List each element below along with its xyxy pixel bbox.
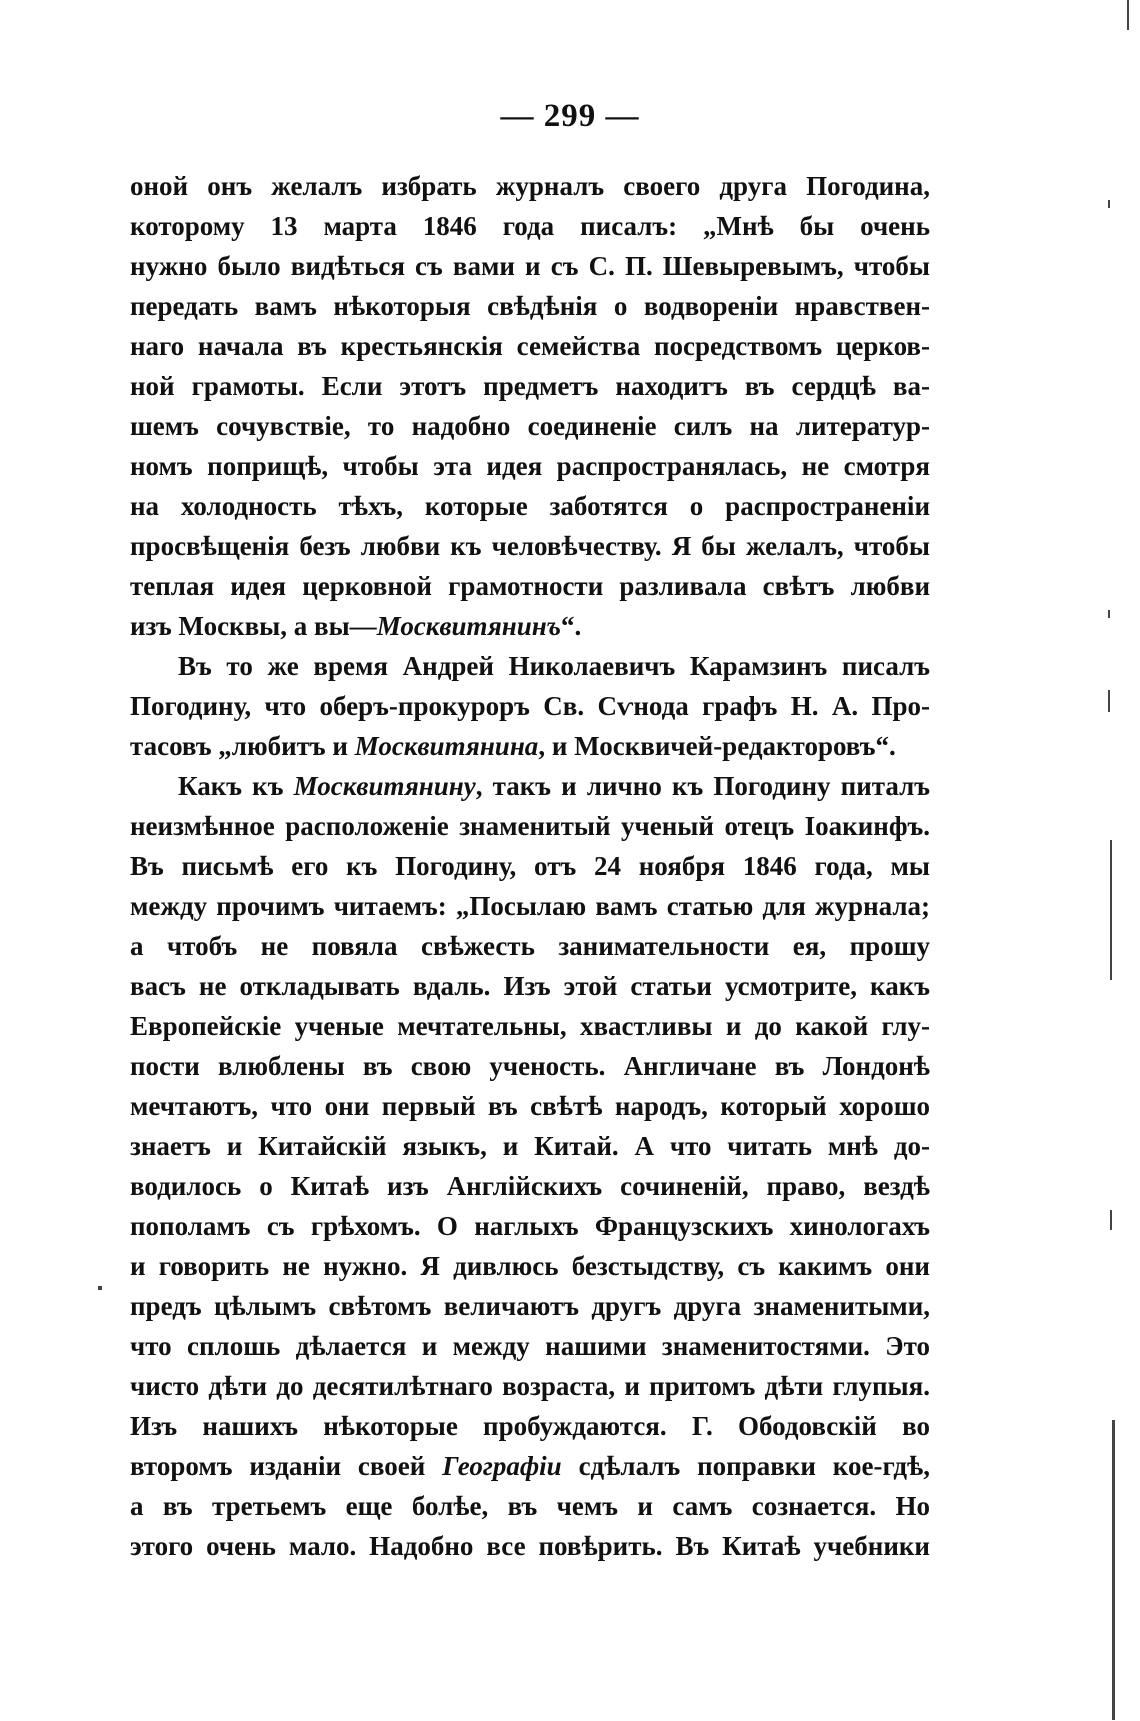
text-line: Погодину, что оберъ-прокурoръ Св. Сѵнода графъ Н. А. Про- (130, 691, 930, 721)
scan-edge-mark (1127, 0, 1129, 30)
text-line: васъ не откладывать вдаль. Изъ этой статьи усмотрите, какъ (130, 971, 930, 1001)
text-line: а въ третьемъ еще болѣе, въ чемъ и самъ сознается. Но (130, 1491, 930, 1521)
text-line: Въ письмѣ его къ Погодину, отъ 24 ноября 1846 года, мы (130, 851, 930, 881)
text-line: пополамъ съ грѣхомъ. О наглыхъ Французскихъ хинологахъ (130, 1211, 930, 1241)
text-line: этого очень мало. Надобно все повѣрить. Въ Китаѣ учебники (130, 1531, 930, 1561)
text-line: ной грамоты. Если этотъ предметъ находитъ въ сердцѣ ва- (130, 371, 930, 401)
text-line: нужно было видѣться съ вами и съ С. П. Шевыревымъ, чтобы (130, 251, 930, 281)
text-line: второмъ изданіи своей Географіи сдѣлалъ поправки кое-гдѣ, (130, 1451, 930, 1481)
scan-edge-mark (98, 1286, 102, 1290)
text-line: Какъ къ Москвитянину, такъ и лично къ Погодину питалъ (178, 771, 930, 801)
text-line: пости влюблены въ свою ученость. Англичане въ Лондонѣ (130, 1051, 930, 1081)
scan-edge-mark (1108, 690, 1110, 712)
italic-title: Москвитянинъ (376, 611, 562, 641)
italic-title: Географіи (442, 1451, 562, 1481)
scan-edge-mark (1110, 840, 1112, 980)
text-line: Въ то же время Андрей Николаевичъ Карамзинъ писалъ (178, 651, 930, 681)
page-number: — 299 — (500, 98, 640, 134)
text-line: теплая идея церковной грамотности разливала свѣтъ любви (130, 571, 930, 601)
text-line: просвѣщенія безъ любви къ человѣчеству. Я бы желалъ, чтобы (130, 531, 930, 561)
text-line: между прочимъ читаемъ: „Посылаю вамъ статью для журнала; (130, 891, 930, 921)
text-line: предъ цѣлымъ свѣтомъ величаютъ другъ друга знаменитыми, (130, 1291, 930, 1321)
text-line: Изъ нашихъ нѣкоторые пробуждаются. Г. Ободовскій во (130, 1411, 930, 1441)
italic-title: Москвитянину (293, 771, 476, 801)
text-line: мечтаютъ, что они первый въ свѣтѣ народъ, который хорошо (130, 1091, 930, 1121)
paragraph (130, 646, 930, 766)
text-line: на холодность тѣхъ, которые заботятся о распространеніи (130, 491, 930, 521)
body-text (130, 166, 930, 1566)
scan-edge-mark (1110, 1210, 1112, 1230)
text-line: чисто дѣти до десятилѣтнаго возраста, и притомъ дѣти глупыя. (130, 1371, 930, 1401)
text-line: что сплошь дѣлается и между нашими знаменитостями. Это (130, 1331, 930, 1361)
text-line: номъ поприщѣ, чтобы эта идея распространялась, не смотря (130, 451, 930, 481)
scan-edge-mark (1108, 200, 1110, 208)
paragraph (130, 166, 930, 646)
text-line: водилось о Китаѣ изъ Англійскихъ сочиненій, право, вездѣ (130, 1171, 930, 1201)
text-line: тасовъ „любитъ и Москвитянина, и Москвичей-редакторовъ“. (130, 731, 896, 761)
text-line: передать вамъ нѣкоторыя свѣдѣнія о водвореніи нравствен- (130, 291, 930, 321)
text-line: Европейскіе ученые мечтательны, хвастливы и до какой глу- (130, 1011, 930, 1041)
text-line: наго начала въ крестьянскія семейства посредствомъ церков- (130, 331, 930, 361)
text-line: шемъ сочувствіе, то надобно соединеніе силъ на литератур- (130, 411, 930, 441)
text-line: неизмѣнное расположеніе знаменитый ученый отецъ Іоакинфъ. (130, 811, 930, 841)
text-line: а чтобъ не повяла свѣжесть занимательности ея, прошу (130, 931, 930, 961)
italic-title: Москвитянина (354, 731, 539, 761)
text-line: которому 13 марта 1846 года писалъ: „Мнѣ бы очень (130, 211, 930, 241)
text-line: изъ Москвы, а вы—Москвитянинъ“. (130, 611, 582, 641)
paragraph (130, 766, 930, 1566)
text-line: оной онъ желалъ избрать журналъ своего друга Погодина, (130, 171, 930, 201)
text-line: и говорить не нужно. Я дивлюсь безстыдству, съ какимъ они (130, 1251, 930, 1281)
text-line: знаетъ и Китайскій языкъ, и Китай. А что читать мнѣ до- (130, 1131, 930, 1161)
scan-edge-mark (1112, 1420, 1115, 1720)
scan-edge-mark (1108, 610, 1110, 618)
